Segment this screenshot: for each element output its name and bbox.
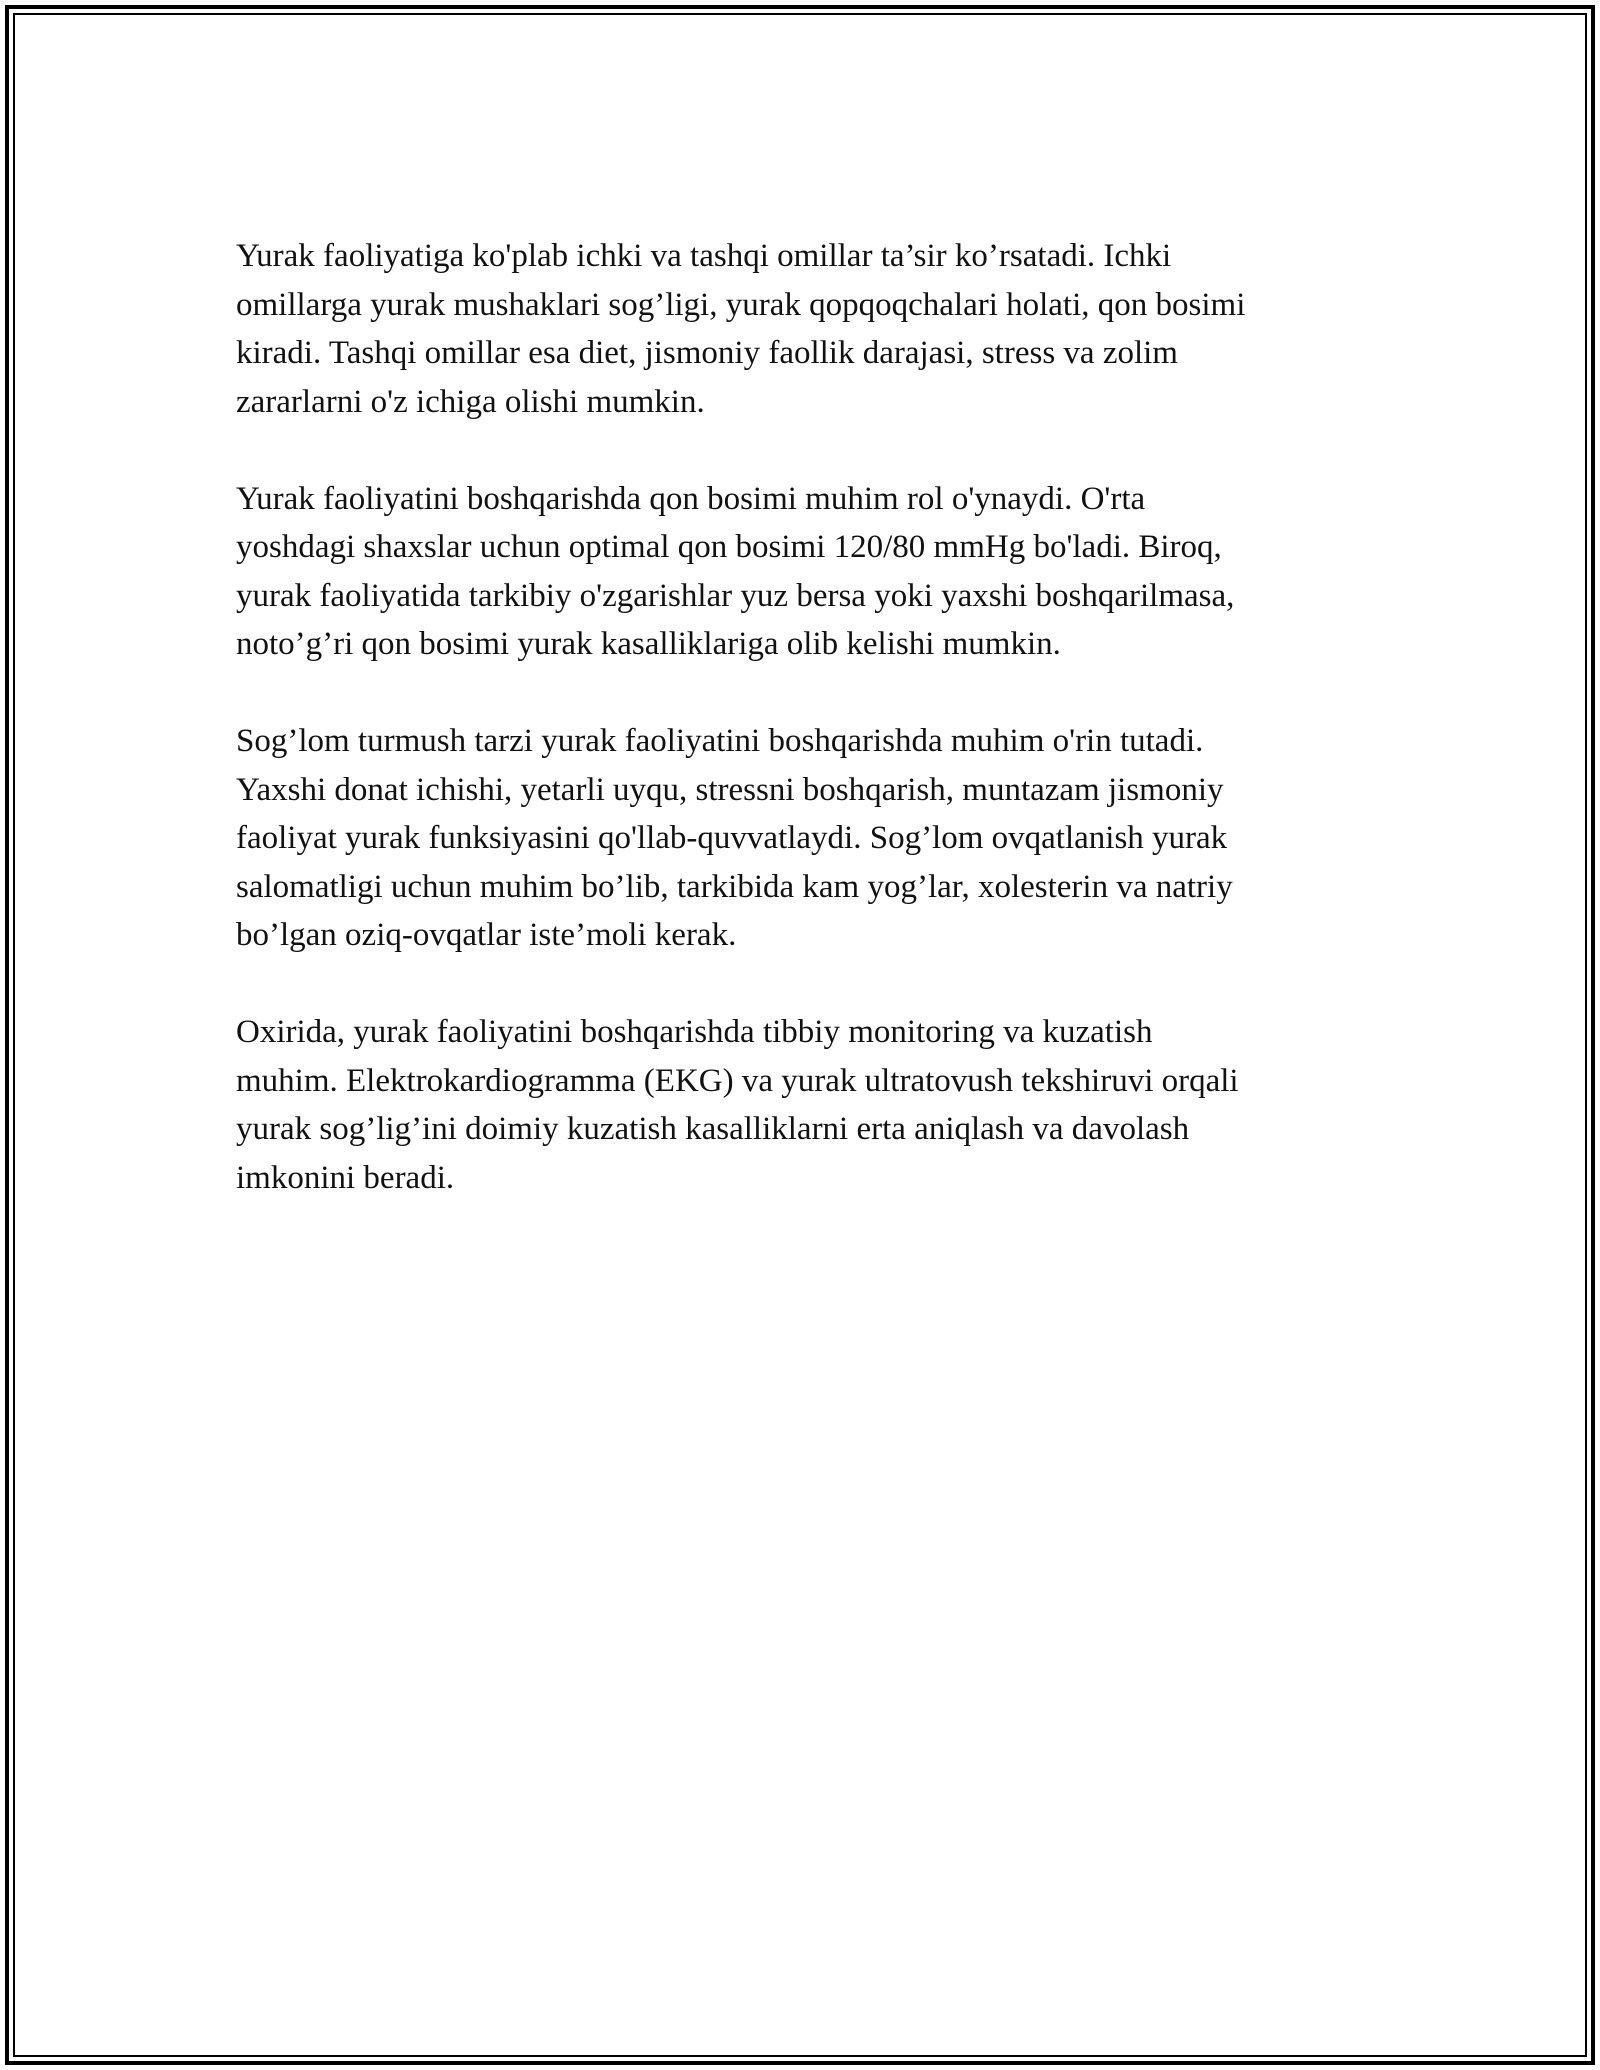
paragraph-factors: Yurak faoliyatiga ko'plab ichki va tashqi omillar ta’sir ko’rsatadi. Ichki omillarga yurak mushaklari sog’ligi, yurak qopqoqchalari holati, qon bosimi kiradi. Tashqi omillar esa diet, jismoniy faollik darajasi, stress va zolim zararlarni o'z ichiga olishi mumkin. — [236, 238, 1246, 420]
paragraph-monitoring: Oxirida, yurak faoliyatini boshqarishda tibbiy monitoring va kuzatish muhim. Elektrokardiogramma (EKG) va yurak ultratovush tekshiruvi orqali yurak sog’lig’ini doimiy kuzatish kasalliklarni erta aniqlash va davolash imkonini beradi. — [236, 1014, 1239, 1196]
paragraph-blood-pressure: Yurak faoliyatini boshqarishda qon bosimi muhim rol o'ynaydi. O'rta yoshdagi shaxslar uchun optimal qon bosimi 120/80 mmHg bo'ladi. Biroq, yurak faoliyatida tarkibiy o'zgarishlar yuz bersa yoki yaxshi boshqarilmasa, noto’g’ri qon bosimi yurak kasalliklariga olib kelishi mumkin. — [236, 480, 1235, 662]
document-body — [236, 232, 1376, 1251]
paragraph-lifestyle: Sog’lom turmush tarzi yurak faoliyatini boshqarishda muhim o'rin tutadi. Yaxshi donat ichishi, yetarli uyqu, stressni boshqarish, muntazam jismoniy faoliyat yurak funksiyasini qo'llab-quvvatlaydi. Sog’lom ovqatlanish yurak salomatligi uchun muhim bo’lib, tarkibida kam yog’lar, xolesterin va natriy bo’lgan oziq-ovqatlar iste’moli kerak. — [236, 723, 1233, 953]
